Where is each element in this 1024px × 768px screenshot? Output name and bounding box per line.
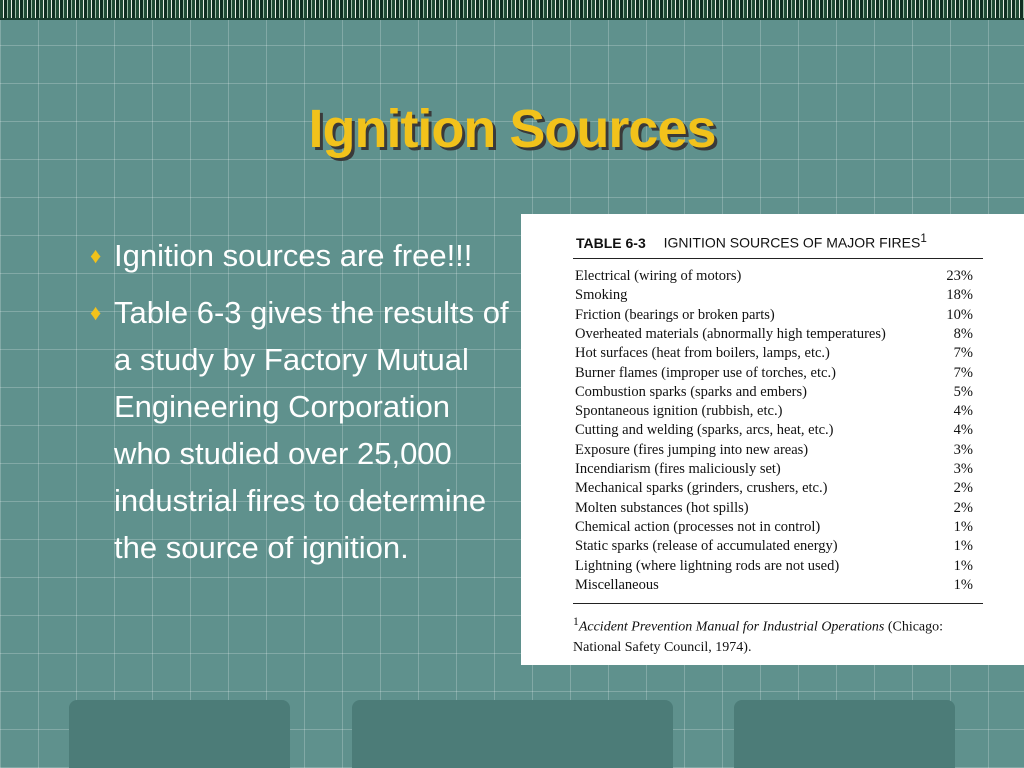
table-row <box>575 558 973 575</box>
table-caption-footnote-mark: 1 <box>920 232 927 245</box>
diamond-bullet-icon: ♦ <box>90 300 102 325</box>
ignition-source: Incendiarism (fires maliciously set) <box>575 461 781 477</box>
ignition-percent: 4% <box>953 403 973 420</box>
table-row <box>575 519 973 536</box>
diamond-bullet-icon: ♦ <box>90 243 102 268</box>
table-top-rule <box>573 258 983 259</box>
table-caption <box>576 232 927 251</box>
table-row <box>575 287 973 304</box>
ignition-source: Burner flames (improper use of torches, etc.) <box>575 364 836 381</box>
ignition-percent: 1% <box>953 576 973 593</box>
ignition-percent: 10% <box>946 306 973 323</box>
ignition-percent: 3% <box>953 461 973 477</box>
ignition-percent: 1% <box>953 557 973 574</box>
table-number: TABLE 6-3 <box>576 234 646 251</box>
bullet-item <box>90 289 510 571</box>
ignition-source: Overheated materials (abnormally high temperatures) <box>575 325 886 342</box>
footnote-title: Accident Prevention Manual for Industrial Operations <box>578 619 885 635</box>
ignition-percent: 7% <box>953 364 973 381</box>
decorative-circuit-strip <box>0 0 1024 20</box>
table-row <box>575 442 973 459</box>
bullet-list <box>90 232 510 581</box>
table-row <box>575 345 973 362</box>
ignition-percent: 2% <box>953 480 973 497</box>
table-row <box>575 500 973 517</box>
table-title: IGNITION SOURCES OF MAJOR FIRES <box>663 234 921 251</box>
bottom-panel-right <box>734 700 955 768</box>
ignition-source: Smoking <box>575 287 628 304</box>
ignition-percent: 2% <box>953 499 973 516</box>
table-bottom-rule <box>573 603 983 604</box>
ignition-source: Mechanical sparks (grinders, crushers, etc.) <box>575 480 828 497</box>
ignition-percent: 4% <box>953 422 973 439</box>
table-row <box>575 422 973 439</box>
ignition-percent: 18% <box>946 287 973 304</box>
table-row <box>575 461 973 478</box>
table-row <box>575 384 973 401</box>
ignition-percent: 8% <box>953 325 973 342</box>
table-row <box>575 307 973 324</box>
bullet-item <box>90 232 510 279</box>
footnote-mark: 1 <box>573 615 579 628</box>
ignition-source: Exposure (fires jumping into new areas) <box>575 441 809 458</box>
table-row <box>575 577 973 594</box>
table-row <box>575 403 973 420</box>
ignition-source: Cutting and welding (sparks, arcs, heat, etc.) <box>575 422 834 439</box>
ignition-source: Friction (bearings or broken parts) <box>575 306 775 323</box>
table-footnote <box>573 612 993 658</box>
bullet-text: Ignition sources are free!!! <box>114 238 473 273</box>
table-row <box>575 268 973 285</box>
ignition-source: Molten substances (hot spills) <box>575 499 749 516</box>
ignition-source: Hot surfaces (heat from boilers, lamps, etc.) <box>575 345 830 362</box>
ignition-percent: 1% <box>953 538 973 555</box>
ignition-percent: 3% <box>953 441 973 458</box>
ignition-source: Electrical (wiring of motors) <box>575 268 742 284</box>
ignition-percent: 5% <box>953 383 973 400</box>
bottom-panel-center <box>352 700 673 768</box>
ignition-source: Miscellaneous <box>575 576 659 593</box>
table-row <box>575 365 973 382</box>
ignition-percent: 1% <box>953 518 973 535</box>
bullet-text: Table 6-3 gives the results of a study by Factory Mutual Engineering Corporation who studied over 25,000 industrial fires to determine the source of ignition. <box>114 295 509 565</box>
ignition-percent: 23% <box>946 268 973 284</box>
footnote-citation: (Chicago: National Safety Council, 1974). <box>573 619 944 655</box>
ignition-source: Combustion sparks (sparks and embers) <box>575 383 807 400</box>
table-row <box>575 480 973 497</box>
table-row <box>575 326 973 343</box>
ignition-percent: 7% <box>953 345 973 362</box>
ignition-source: Lightning (where lightning rods are not used) <box>575 557 840 574</box>
ignition-source: Chemical action (processes not in control) <box>575 518 821 535</box>
ignition-source: Static sparks (release of accumulated energy) <box>575 538 838 555</box>
bottom-panel-left <box>69 700 290 768</box>
ignition-source: Spontaneous ignition (rubbish, etc.) <box>575 403 783 420</box>
ignition-sources-table <box>521 214 1024 665</box>
table-row <box>575 538 973 555</box>
slide-title: Ignition Sources <box>308 99 716 159</box>
